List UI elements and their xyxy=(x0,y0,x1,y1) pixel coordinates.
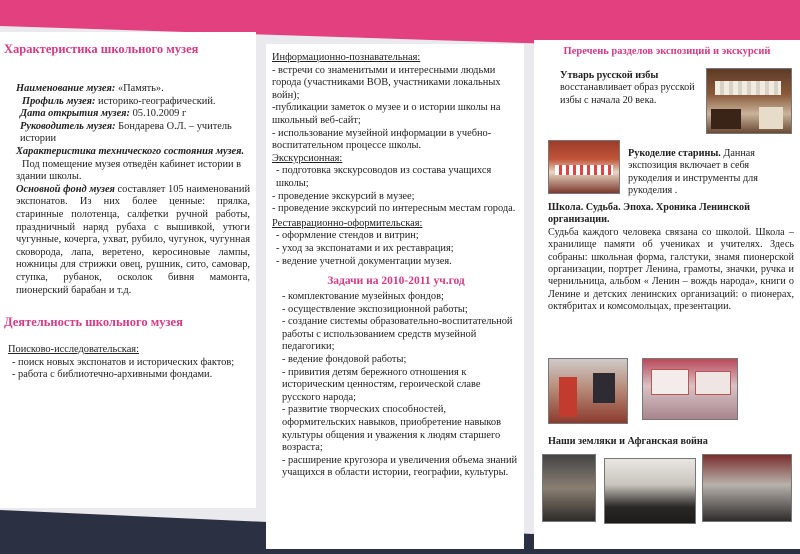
craft-section xyxy=(628,148,788,198)
museum-characteristics-title: Характеристика школьного музея xyxy=(4,42,199,56)
izba-section xyxy=(560,70,700,107)
info-item-1: - встречи со знаменитыми и интересными людьми города (участниками ВОВ, участниками локальных войн); xyxy=(272,64,501,101)
restoration-item-2: - уход за экспонатами и их реставрация; xyxy=(276,242,454,254)
museum-name: Наименование музея: «Память». xyxy=(16,83,164,94)
school-photo-1 xyxy=(548,358,628,424)
task-item: - привития детям бережного отношения к историческим ценностям, героической славе русского народа; xyxy=(282,366,481,403)
tech-state-text: Под помещение музея отведён кабинет истории в здании школы. xyxy=(16,158,242,183)
excursion-item-1: - подготовка экскурсоводов из состава учащихся школы; xyxy=(276,165,492,189)
search-research-heading: Поисково-исследовательская: xyxy=(8,344,139,356)
craft-photo xyxy=(548,140,620,194)
tasks-title: Задачи на 2010-2011 уч.год xyxy=(327,275,465,288)
craft-title: Рукоделие старины. xyxy=(628,148,721,159)
task-item: - расширение кругозора и увеличения объема знаний учащихся в области истории, географии, культуры. xyxy=(282,454,518,479)
task-item: - комплектование музейных фондов; xyxy=(282,291,444,303)
excursion-item-3: - проведение экскурсий по интересным местам города. xyxy=(272,203,516,215)
school-photo-2 xyxy=(642,358,738,420)
exhibition-sections-title: Перечень разделов экспозиций и экскурсий xyxy=(563,46,771,57)
restoration-heading: Реставрационно-оформительская: xyxy=(272,217,423,229)
school-title: Школа. Судьба. Эпоха. Хроника Ленинской организации. xyxy=(548,202,751,226)
school-text: Судьба каждого человека связана со школой. Школа – хранилище памяти об учениках и учителях. Здесь собраны: школьная форма, галстуки, знамя пионерской организации, портрет Ленина, грамоты, значки, ручка и чернильница, альбом « Ленин – вождь народа», книги о Ленине и детских ленинских организаций: о пионерах, октябритах и комсомольцах, презентации. xyxy=(548,226,794,313)
restoration-item-3: - ведение учетной документации музея. xyxy=(276,255,452,267)
tech-state-heading: Характеристика технического состояния музея. xyxy=(16,145,245,157)
info-item-3: - использование музейной информации в учебно-воспитательном процессе школы. xyxy=(272,127,492,152)
craft-text: Данная экспозиция включает в себя рукоделия и инструменты для рукоделия . xyxy=(628,148,758,197)
tasks-list xyxy=(272,291,520,480)
afghan-photo-3 xyxy=(702,454,792,522)
restoration-item-1: - оформление стендов и витрин; xyxy=(276,230,419,242)
museum-activity-title: Деятельность школьного музея xyxy=(4,315,183,330)
museum-leader: Руководитель музея: Бондарева О.Л. – учитель истории xyxy=(20,120,232,145)
afghan-photo-2 xyxy=(604,458,696,524)
museum-open-date: Дата открытия музея: 05.10.2009 г xyxy=(20,108,187,120)
school-section xyxy=(548,202,794,314)
task-item: - развитие творческих способностей, оформительских навыков, приобретение навыков культуры общения и уважения к людям старшего возраста; xyxy=(282,404,502,454)
search-item-1: - поиск новых экспонатов и исторических фактов; xyxy=(12,356,235,368)
info-item-2: -публикации заметок о музее и о истории школы на школьный веб-сайт; xyxy=(272,102,501,126)
afghan-photo-1 xyxy=(542,454,596,522)
museum-profile: Профиль музея: историко-географический. xyxy=(22,95,216,107)
exhibition-sections-panel xyxy=(534,40,800,549)
info-heading: Информационно-познавательная: xyxy=(272,52,421,63)
izba-text: восстанавливает образ русской избы с начала 20 века. xyxy=(560,82,695,106)
excursion-item-2: - проведение экскурсий в музее; xyxy=(272,190,415,202)
museum-characteristics-panel xyxy=(0,32,256,508)
task-item: - осуществление экспозиционной работы; xyxy=(282,303,468,315)
task-item: - ведение фондовой работы; xyxy=(282,354,407,366)
search-item-2: - работа с библиотечно-архивными фондами. xyxy=(12,369,213,381)
afghan-title: Наши земляки и Афганская война xyxy=(548,436,708,447)
task-item: - создание системы образовательно-воспитательной работы с использованием средств музейной педагогики; xyxy=(282,316,513,353)
izba-photo xyxy=(706,68,792,134)
izba-title: Утварь русской избы xyxy=(560,70,659,81)
main-fund-text: Основной фонд музея составляет 105 наименований экспонатов. Из них более ценные: прялка, старинные полотенца, салфетки ручной работы, праздничный наряд рубаха с вышивкой, утюги чугунные, кочерга, ухват, рубило, чугунок, чугунная сковорода, лапа, веретено, керосиновые лампы, ножницы для стрижки овец, рушник, сито, самовар, ступка, рубанок, осколок бивня мамонта, пионерский барабан и т.д. xyxy=(16,183,251,296)
excursion-heading: Экскурсионная: xyxy=(272,152,343,164)
museum-activity-panel xyxy=(266,44,524,549)
